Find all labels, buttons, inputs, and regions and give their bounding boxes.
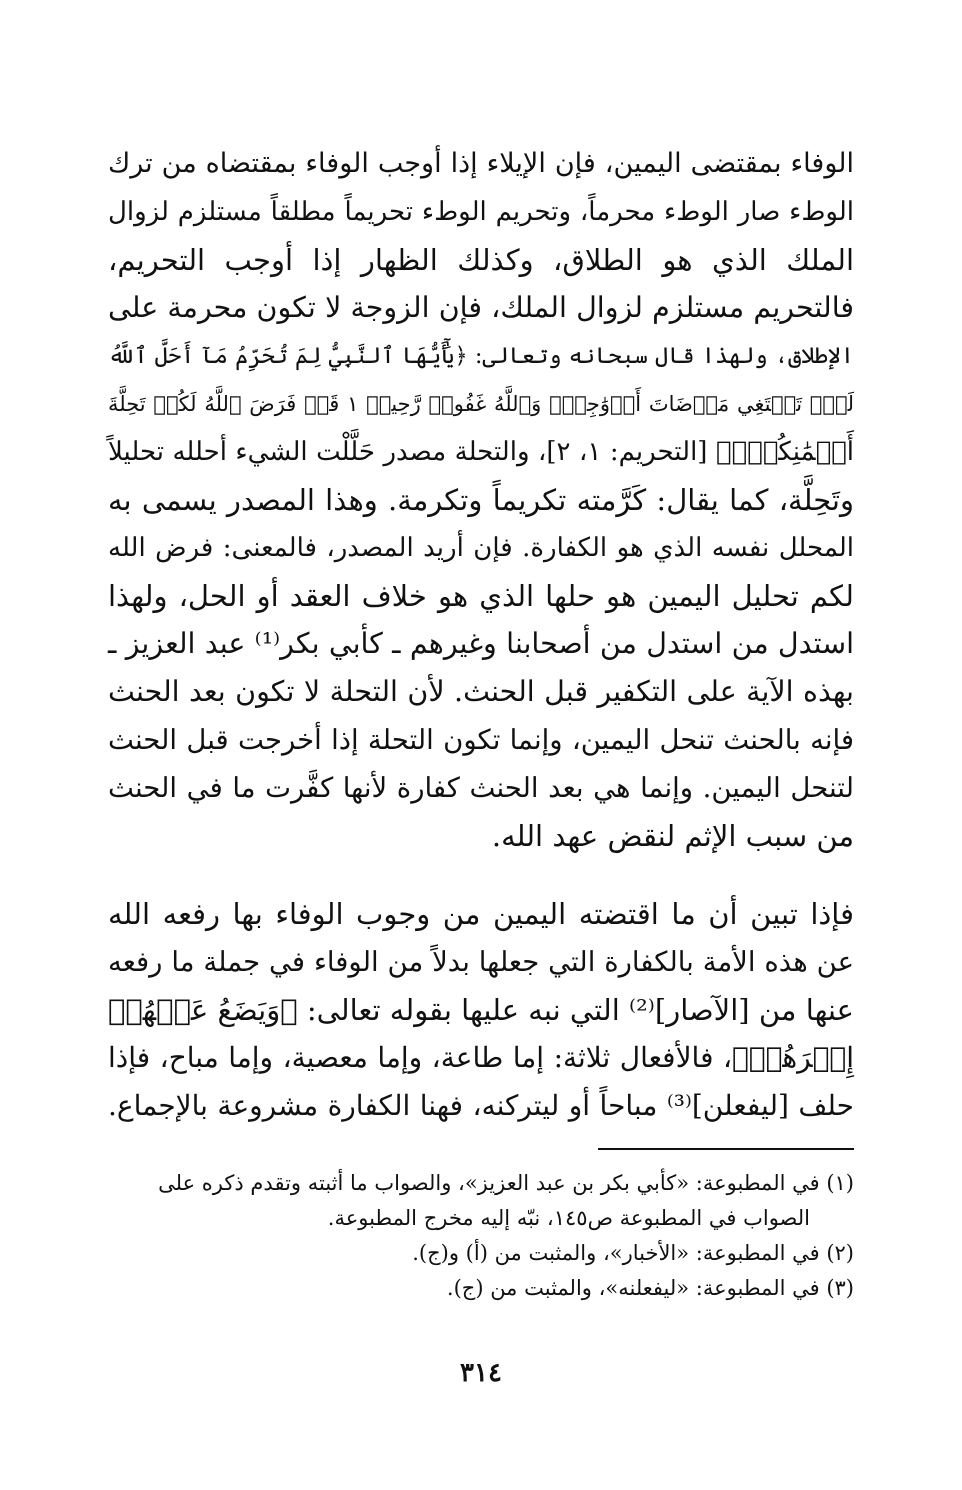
text-line: لَكَۖ تَبۡتَغِي مَرۡضَاتَ أَزۡوَٰجِكَۚ وَٱللَّهُ غَفُورٞ رَّحِيمٞ ١ قَدۡ فَرَضَ ٱللَّهُ لَكُمۡ تَحِلَّةَ bbox=[108, 392, 855, 416]
text-line: فإنه بالحنث تنحل اليمين، وإنما تكون التحلة إذا أخرجت قبل الحنث bbox=[108, 724, 854, 756]
text-line: الإطلاق، ولهذا قال سبحانه وتعالى: ﴿يَٰٓأَيُّهَا ٱلنَّبِيُّ لِمَ تُحَرِّمُ مَآ أَحَلَّ ٱللَّهُ bbox=[108, 343, 854, 369]
paragraph-2 bbox=[108, 890, 854, 1130]
text-line: أَيۡمَٰنِكُمۡۚ﴾ [التحريم: ١، ٢]، والتحلة مصدر حَلَّلْت الشيء أحلله تحليلاً bbox=[108, 437, 855, 467]
text-line: لتنحل اليمين. وإنما هي بعد الحنث كفارة لأنها كفَّرت ما في الحنث bbox=[108, 772, 854, 804]
footnote-1: (١) في المطبوعة: «كأبي بكر بن عبد العزيز»، والصواب ما أثبته وتقدم ذكره على bbox=[158, 1171, 854, 1195]
text-line: وتَحِلَّة، كما يقال: كَرَّمته تكريماً وتكرمة. وهذا المصدر يسمى به bbox=[108, 483, 854, 517]
text-line: استدل من استدل من أصحابنا وغيرهم ـ كأبي بكر⁽¹⁾ عبد العزيز ـ bbox=[108, 627, 855, 660]
footnote-3: (٣) في المطبوعة: «ليفعلنه»، والمثبت من (ج). bbox=[446, 1276, 854, 1300]
footnote-divider bbox=[598, 1148, 854, 1150]
footnotes bbox=[108, 1166, 854, 1306]
main-text bbox=[108, 140, 854, 1130]
text-line: الوفاء بمقتضى اليمين، فإن الإيلاء إذا أوجب الوفاء بمقتضاه من ترك bbox=[108, 148, 854, 179]
page-number: ٣١٤ bbox=[460, 1358, 502, 1388]
text-line: الوطء صار الوطء محرماً، وتحريم الوطء تحريماً مطلقاً مستلزم لزوال bbox=[108, 197, 854, 227]
text-line: لكم تحليل اليمين هو حلها الذي هو خلاف العقد أو الحل، ولهذا bbox=[108, 579, 854, 613]
text-line: عن هذه الأمة بالكفارة التي جعلها بدلاً من الوفاء في جملة ما رفعه bbox=[108, 946, 854, 978]
text-line: بهذه الآية على التكفير قبل الحنث. لأن التحلة لا تكون بعد الحنث bbox=[108, 675, 854, 708]
footnote-2: (٢) في المطبوعة: «الأخبار»، والمثبت من (أ) و(ج). bbox=[412, 1241, 854, 1265]
text-line: من سبب الإثم لنقض عهد الله. bbox=[491, 819, 854, 853]
text-line: إِصۡرَهُمۡ﴾، فالأفعال ثلاثة: إما طاعة، وإما معصية، وإما مباح، فإذا bbox=[108, 1041, 854, 1074]
paragraph-1 bbox=[108, 140, 854, 860]
footnote-1-continuation: الصواب في المطبوعة ص١٤٥، نبّه إليه مخرج المطبوعة. bbox=[327, 1206, 810, 1230]
text-line: فالتحريم مستلزم لزوال الملك، فإن الزوجة لا تكون محرمة على bbox=[108, 291, 854, 324]
text-line: حلف [ليفعلن]⁽³⁾ مباحاً أو ليتركنه، فهنا الكفارة مشروعة بالإجماع. bbox=[108, 1089, 854, 1122]
text-line: المحلل نفسه الذي هو الكفارة. فإن أريد المصدر، فالمعنى: فرض الله bbox=[108, 533, 854, 563]
text-line: عنها من [الآصار]⁽²⁾ التي نبه عليها بقوله تعالى: ﴿وَيَضَعُ عَنۡهُمۡ bbox=[108, 993, 854, 1027]
text-line: الملك الذي هو الطلاق، وكذلك الظهار إذا أوجب التحريم، bbox=[108, 243, 854, 277]
text-line: فإذا تبين أن ما اقتضته اليمين من وجوب الوفاء بها رفعه الله bbox=[108, 897, 854, 931]
